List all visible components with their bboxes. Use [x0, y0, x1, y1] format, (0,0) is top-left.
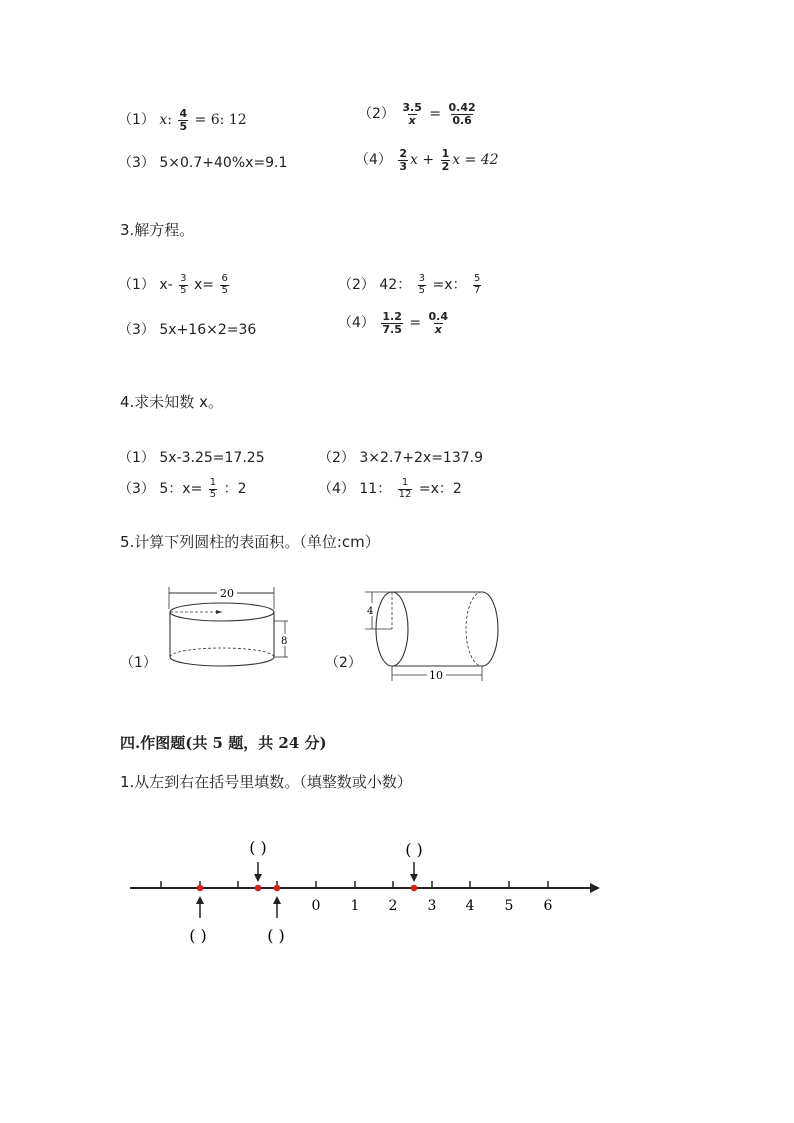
problem-label: （4） [338, 315, 375, 332]
expression-pre: 42： [379, 277, 412, 293]
point-b [255, 885, 262, 892]
fraction-b [441, 148, 451, 172]
numerator: 5 [473, 273, 481, 284]
denominator: 7.5 [382, 322, 402, 336]
rhs: = 6: 12 [194, 112, 247, 129]
problem-label: （2） [318, 450, 355, 466]
fraction-a [179, 274, 187, 296]
numerator: 3.5 [402, 101, 422, 114]
problem-4-2 [318, 447, 483, 467]
expression-mid: x + [410, 152, 435, 169]
problem-label: （2） [338, 277, 375, 293]
problem-2-1 [118, 108, 247, 132]
problem-label: （4） [355, 152, 392, 169]
fraction [398, 478, 413, 500]
part-4-title: 四.作图题(共 5 题，共 24 分) [120, 734, 327, 752]
point-c [274, 885, 281, 892]
arrow-head [216, 610, 222, 614]
equals: = [409, 315, 422, 332]
problem-3-3 [118, 319, 256, 339]
numerator: 4 [179, 107, 188, 120]
problem-2-2 [358, 102, 479, 126]
problem-4-1 [118, 447, 265, 467]
section-5-title: 5.计算下列圆柱的表面积。（单位:cm） [120, 533, 380, 551]
problem-2-3 [118, 152, 287, 172]
arrow-up-icon [196, 896, 204, 904]
expression: 5x-3.25=17.25 [159, 450, 265, 466]
numerator: 1 [441, 147, 450, 160]
problem-label: （3） [118, 481, 155, 497]
length-label: 10 [429, 669, 443, 682]
numerator: 1.2 [382, 310, 402, 323]
tick-label-3: 3 [427, 898, 437, 914]
expression-mid: x= [194, 277, 215, 293]
expression-mid: =x： [432, 277, 467, 293]
fraction-a [418, 274, 426, 296]
problem-label: （3） [118, 155, 155, 171]
tick-label-6: 6 [543, 898, 553, 914]
expression-pre: x- [159, 277, 173, 293]
tick-label-2: 2 [388, 898, 398, 914]
right-ellipse-front [482, 592, 498, 666]
cylinder-figure-2 [362, 588, 502, 684]
denominator: 12 [398, 488, 412, 500]
denominator: 2 [441, 159, 450, 173]
fraction-a [398, 148, 408, 172]
problem-3-1 [118, 274, 231, 296]
part-4-question-1: 1.从左到右在括号里填数。（填整数或小数） [120, 773, 412, 791]
problem-label: （1） [118, 277, 155, 293]
numerator: 2 [399, 147, 408, 160]
problem-3-2 [338, 274, 483, 296]
problem-2-4 [355, 148, 499, 172]
expression: 3×2.7+2x=137.9 [359, 450, 484, 466]
expression-pre: 5：x= [159, 481, 203, 497]
denominator: 7 [473, 284, 481, 296]
figure-2-label: （2） [325, 655, 362, 671]
point-a [197, 885, 204, 892]
answer-blank-d[interactable]: ( ) [405, 840, 423, 859]
denominator: 5 [209, 488, 217, 500]
expression: 5x+16×2=36 [159, 322, 257, 338]
axis-arrow-icon [590, 883, 600, 893]
denominator: 0.6 [452, 113, 472, 127]
denominator: x [408, 113, 416, 127]
tick-label-5: 5 [504, 898, 514, 914]
tick-labels [312, 898, 553, 914]
numerator: 1 [209, 477, 217, 488]
problem-label: （1） [118, 450, 155, 466]
problem-4-3 [118, 478, 247, 500]
arrow-down-icon [254, 874, 262, 882]
section-3-title: 3.解方程。 [120, 221, 195, 239]
number-line [120, 830, 610, 950]
colon: : [167, 112, 172, 129]
denominator: 5 [180, 284, 187, 296]
radius-label: 4 [367, 606, 374, 617]
rhs: x = 42 [452, 152, 499, 169]
expression-post: =x：2 [418, 481, 462, 497]
fraction-left [381, 311, 403, 335]
expression-pre: 11： [359, 481, 392, 497]
problem-label: （2） [358, 106, 395, 123]
problem-label: （4） [318, 481, 355, 497]
right-ellipse-back [466, 592, 482, 666]
expression-post: ：2 [223, 481, 247, 497]
fraction-right [448, 102, 477, 126]
fraction-b [220, 274, 228, 296]
tick-marks [161, 881, 548, 888]
fraction-b [473, 274, 481, 296]
equals: = [429, 106, 442, 123]
denominator: 5 [221, 284, 228, 296]
arrow-up-icon [273, 896, 281, 904]
numerator: 3 [418, 273, 426, 284]
bottom-ellipse-back [170, 648, 274, 657]
numerator: 6 [221, 273, 228, 284]
denominator: 5 [179, 119, 188, 133]
answer-blank-a[interactable]: ( ) [189, 926, 207, 945]
fraction [178, 108, 188, 132]
denominator: 3 [399, 159, 408, 173]
denominator: x [434, 322, 442, 336]
fraction-left [401, 102, 423, 126]
arrow-down-icon [410, 874, 418, 882]
numerator: 0.4 [428, 310, 449, 323]
bottom-ellipse-front [170, 657, 274, 666]
answer-blank-c[interactable]: ( ) [267, 926, 285, 945]
tick-label-4: 4 [465, 898, 475, 914]
problem-4-4 [318, 478, 462, 500]
numerator: 3 [180, 273, 187, 284]
fraction-right [428, 311, 450, 335]
denominator: 5 [418, 284, 426, 296]
height-label: 8 [281, 636, 288, 647]
cylinder-figure-1 [160, 585, 300, 680]
variable-x: x [159, 112, 168, 129]
fraction [209, 478, 217, 500]
problem-3-4 [338, 311, 451, 335]
numerator: 1 [401, 477, 409, 488]
tick-label-1: 1 [350, 898, 360, 914]
tick-label-0: 0 [311, 898, 321, 914]
point-d [411, 885, 418, 892]
section-4-title: 4.求未知数 x。 [120, 393, 223, 411]
diameter-label: 20 [220, 587, 234, 600]
numerator: 0.42 [448, 101, 476, 114]
answer-blank-b[interactable]: ( ) [249, 838, 267, 857]
problem-label: （1） [118, 112, 155, 129]
expression: 5×0.7+40%x=9.1 [159, 155, 288, 171]
problem-label: （3） [118, 322, 155, 338]
figure-1-label: （1） [120, 655, 157, 671]
